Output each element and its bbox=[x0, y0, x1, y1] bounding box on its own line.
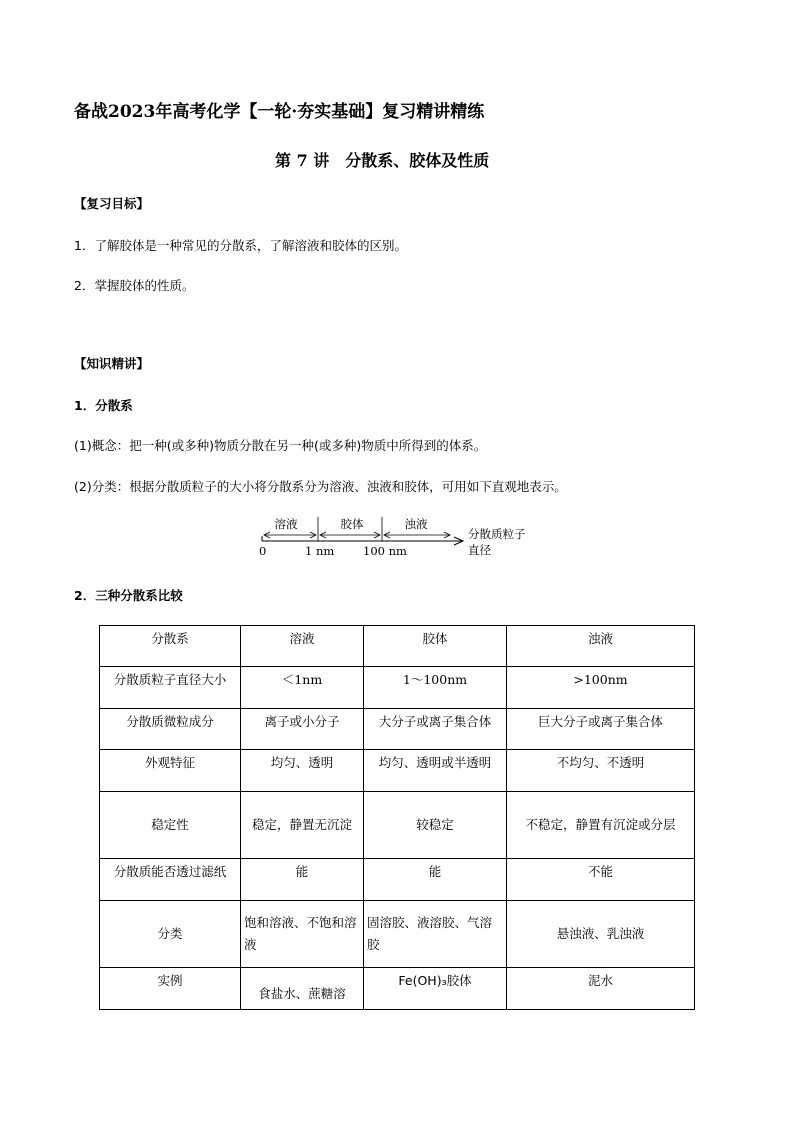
dispersion-comparison-table bbox=[99, 625, 695, 1010]
table-header-cell: 胶体 bbox=[364, 626, 507, 667]
table-cell: 巨大分子或离子集合体 bbox=[507, 709, 695, 750]
document-title: 备战2023年高考化学【一轮·夯实基础】复习精讲精练 bbox=[74, 102, 485, 122]
goal-item-1: 1．了解胶体是一种常见的分散系，了解溶液和胶体的区别。 bbox=[74, 238, 407, 253]
table-cell: 均匀、透明 bbox=[241, 750, 364, 792]
goals-heading: 【复习目标】 bbox=[74, 196, 150, 211]
section-1-heading: 1．分散系 bbox=[74, 398, 133, 413]
lecture-title: 第 7 讲 分散系、胶体及性质 bbox=[275, 151, 490, 170]
table-cell: 不稳定，静置有沉淀或分层 bbox=[507, 792, 695, 859]
scale-segment-colloid: 胶体 bbox=[340, 517, 364, 531]
table-row bbox=[100, 750, 695, 792]
scale-tick-100nm: 100 nm bbox=[363, 544, 407, 558]
table-cell: 固溶胶、液溶胶、气溶胶 bbox=[364, 901, 507, 968]
table-header-cell: 分散系 bbox=[100, 626, 241, 667]
table-cell: 稳定性 bbox=[100, 792, 241, 859]
table-row bbox=[100, 792, 695, 859]
table-cell: 实例 bbox=[100, 968, 241, 1010]
table-cell: 稳定，静置无沉淀 bbox=[241, 792, 364, 859]
table-cell: 1～100nm bbox=[364, 667, 507, 709]
goal-item-2: 2．掌握胶体的性质。 bbox=[74, 278, 195, 293]
scale-axis-label-line2: 直径 bbox=[468, 543, 491, 557]
particle-size-scale bbox=[250, 512, 550, 562]
table-cell: 大分子或离子集合体 bbox=[364, 709, 507, 750]
table-cell: 分散质能否透过滤纸 bbox=[100, 859, 241, 901]
table-cell: >100nm bbox=[507, 667, 695, 709]
table-header-cell: 溶液 bbox=[241, 626, 364, 667]
table-row bbox=[100, 709, 695, 750]
table-cell: 能 bbox=[364, 859, 507, 901]
table-cell: 泥水 bbox=[507, 968, 695, 1010]
table-cell: 较稳定 bbox=[364, 792, 507, 859]
table-cell: 不能 bbox=[507, 859, 695, 901]
classification-paragraph: (2)分类：根据分散质粒子的大小将分散系分为溶液、浊液和胶体，可用如下直观地表示。 bbox=[74, 479, 567, 494]
table-cell: ＜1nm bbox=[241, 667, 364, 709]
scale-tick-0: 0 bbox=[259, 544, 267, 558]
table-cell: 悬浊液、乳浊液 bbox=[507, 901, 695, 968]
table-row bbox=[100, 667, 695, 709]
table-cell: 分类 bbox=[100, 901, 241, 968]
table-header-row bbox=[100, 626, 695, 667]
table-cell: 饱和溶液、不饱和溶液 bbox=[241, 901, 364, 968]
table-header-cell: 浊液 bbox=[507, 626, 695, 667]
table-row bbox=[100, 859, 695, 901]
table-cell: 均匀、透明或半透明 bbox=[364, 750, 507, 792]
scale-tick-1nm: 1 nm bbox=[305, 544, 335, 558]
table-cell: 食盐水、蔗糖溶 bbox=[241, 968, 364, 1010]
table-row bbox=[100, 968, 695, 1010]
section-2-heading: 2．三种分散系比较 bbox=[74, 588, 183, 603]
table-cell: 能 bbox=[241, 859, 364, 901]
table-cell: 分散质粒子直径大小 bbox=[100, 667, 241, 709]
table-cell: 不均匀、不透明 bbox=[507, 750, 695, 792]
table-cell: 离子或小分子 bbox=[241, 709, 364, 750]
scale-segment-solution: 溶液 bbox=[274, 517, 298, 531]
table-cell: 外观特征 bbox=[100, 750, 241, 792]
concept-paragraph: (1)概念：把一种(或多种)物质分散在另一种(或多种)物质中所得到的体系。 bbox=[74, 438, 487, 453]
table-cell: Fe(OH)₃胶体 bbox=[364, 968, 507, 1010]
table-row bbox=[100, 901, 695, 968]
knowledge-heading: 【知识精讲】 bbox=[74, 356, 150, 371]
table-cell: 分散质微粒成分 bbox=[100, 709, 241, 750]
scale-segment-suspension: 浊液 bbox=[404, 517, 428, 531]
scale-axis-label: 分散质粒子 bbox=[468, 527, 526, 541]
